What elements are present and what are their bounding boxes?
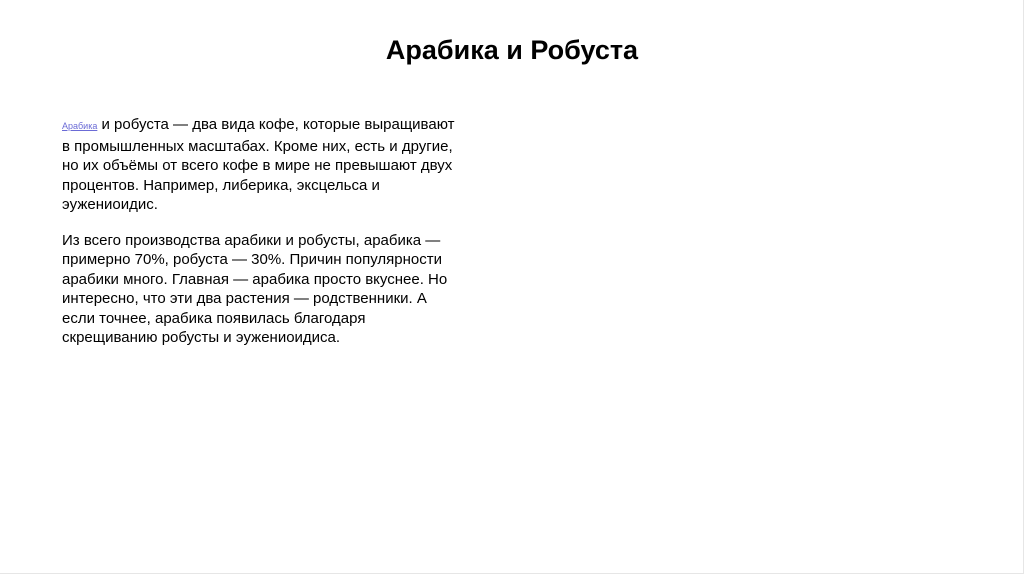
paragraph-1-text: и робуста — два вида кофе, которые выращивают в промышленных масштабах. Кроме них, есть и другие, но их объёмы от всего кофе в мире не превышают двух процентов. Например, либерика, эксцельса и эужениоидис.	[62, 116, 455, 213]
slide-body	[62, 115, 462, 364]
slide-title: Арабика и Робуста	[385, 35, 639, 65]
arabica-link[interactable]: Арабика	[62, 121, 98, 131]
paragraph-2: Из всего производства арабики и робусты, арабика — примерно 70%, робуста — 30%. Причин популярности арабики много. Главная — арабика просто вкуснее. Но интересно, что эти два растения — родственники. А если точнее, арабика появилась благодаря скрещиванию робусты и эужениоидиса.	[62, 231, 448, 346]
paragraph-1	[62, 115, 462, 215]
